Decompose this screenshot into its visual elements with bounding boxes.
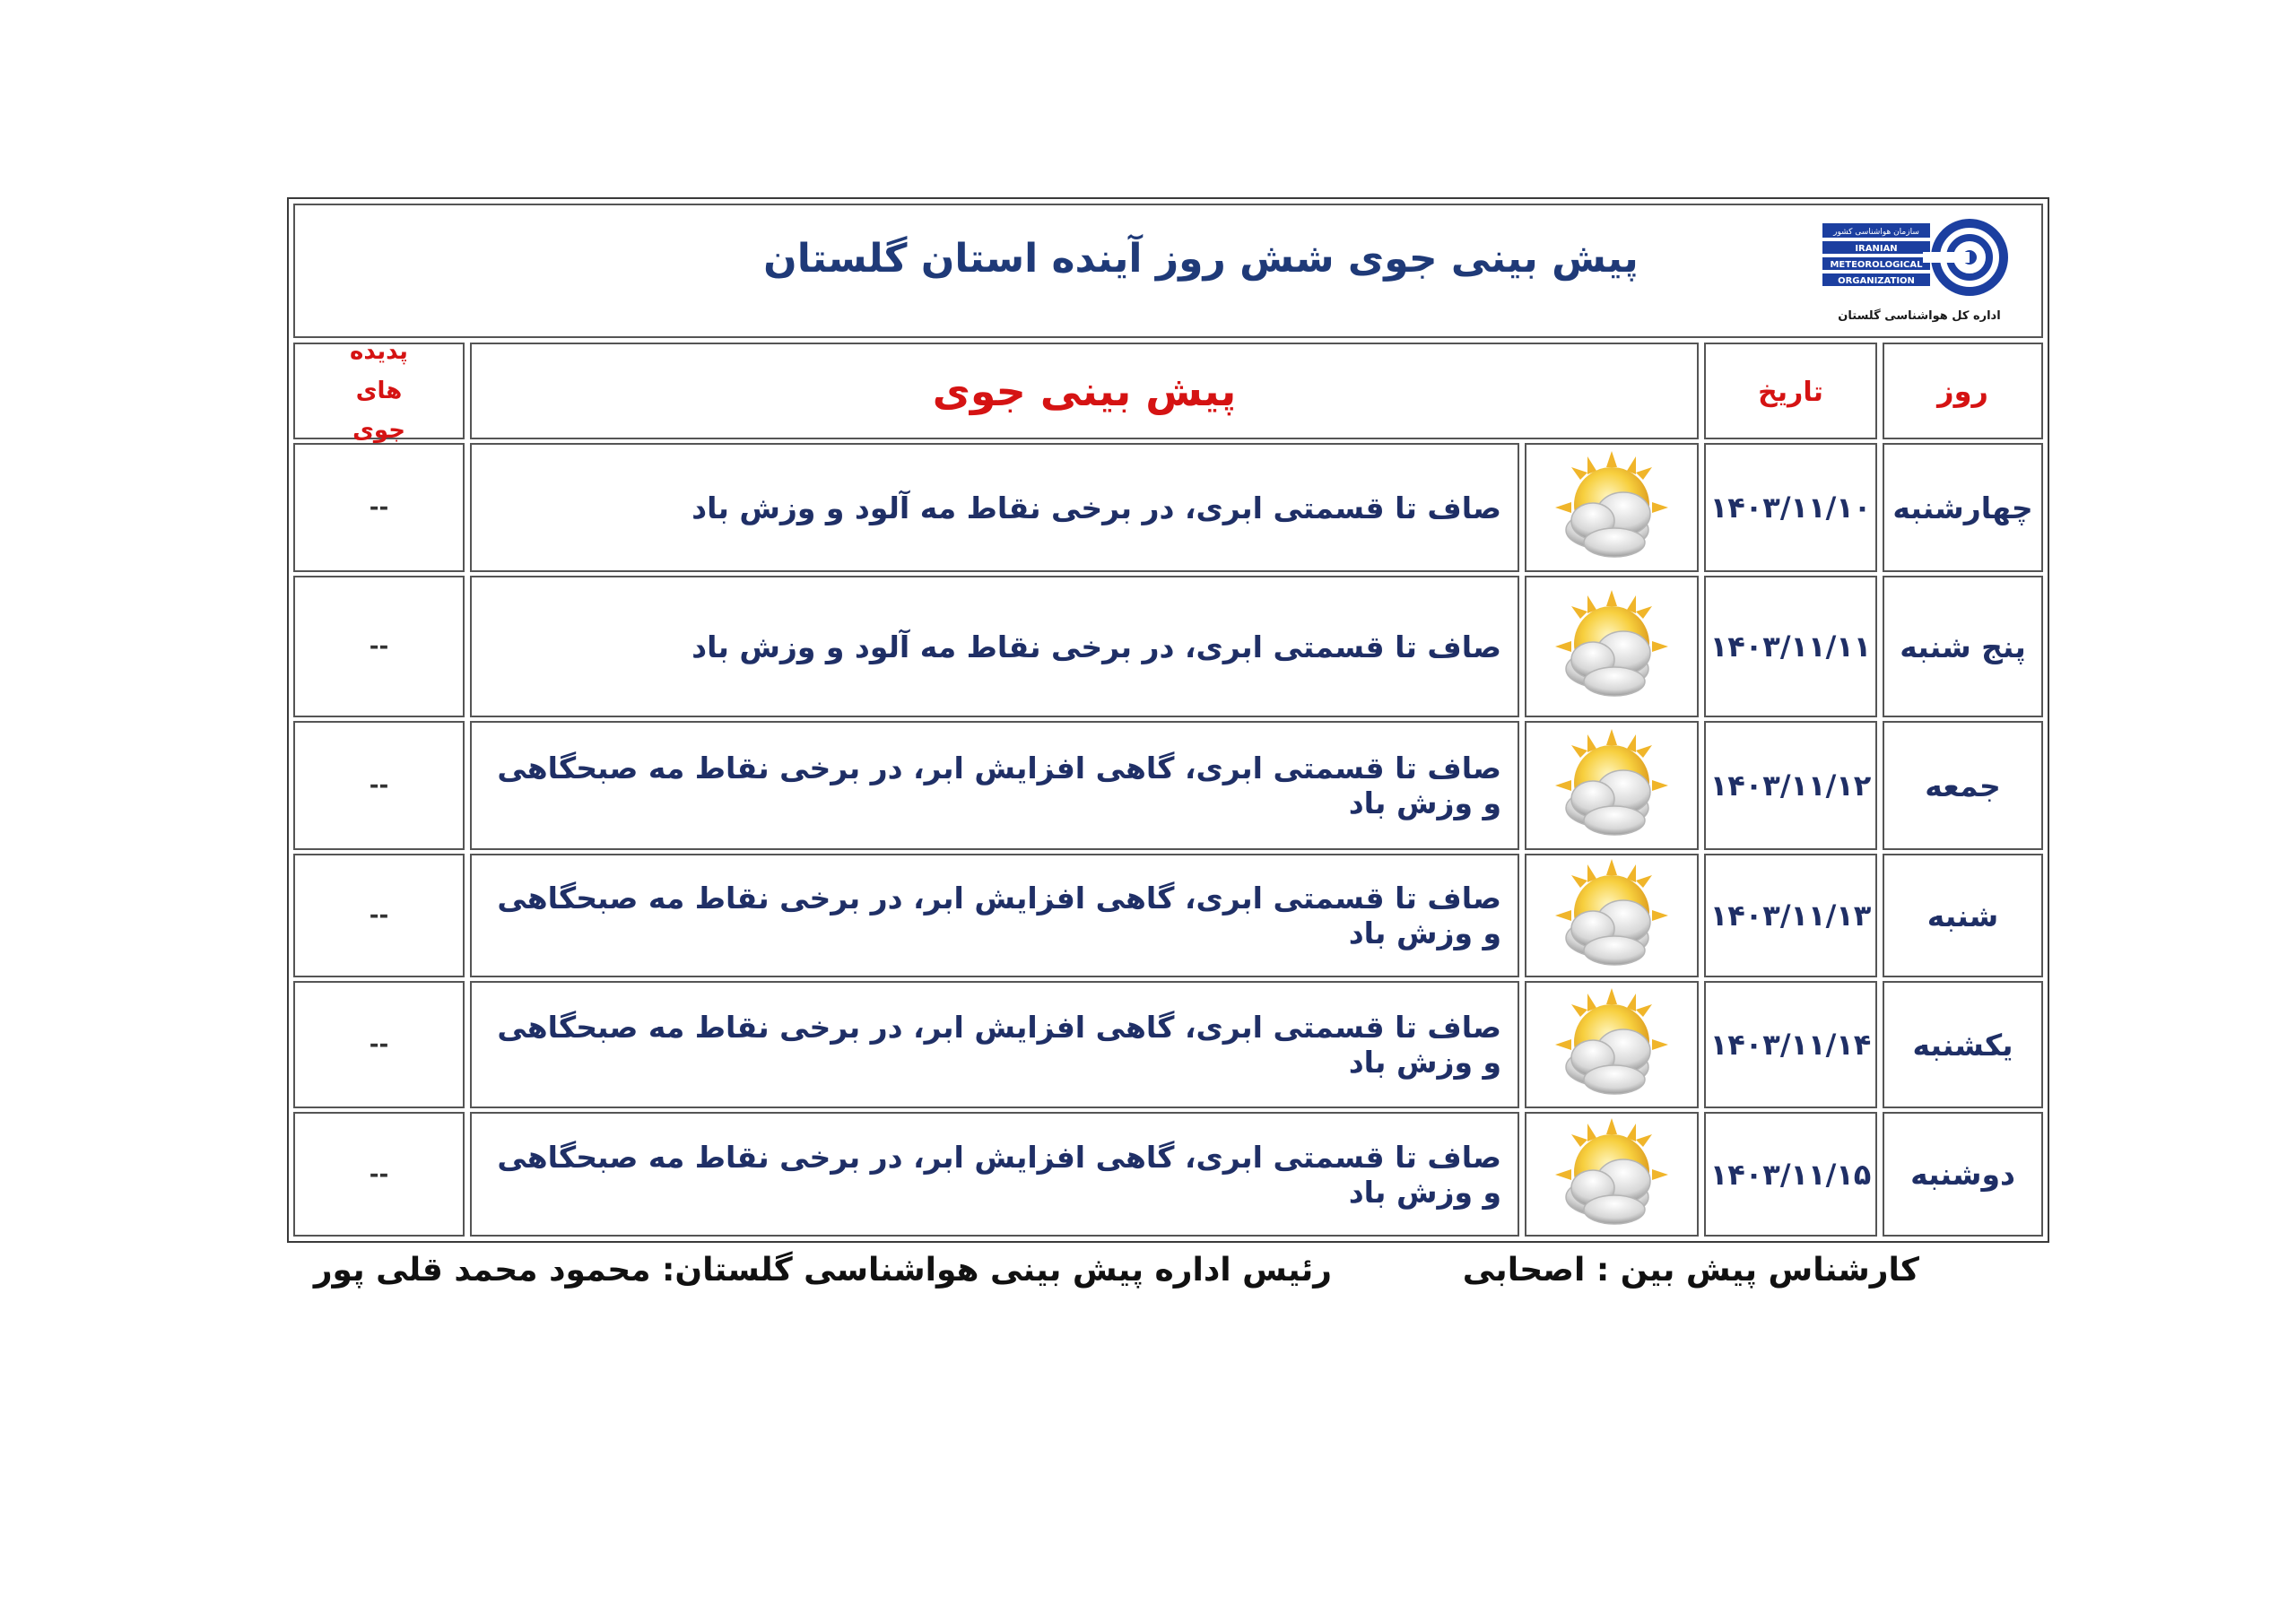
table-row-forecast: صاف تا قسمتی ابری، در برخی نقاط مه آلود و وزش باد — [470, 443, 1519, 572]
column-header-day: روز — [1883, 343, 2043, 439]
table-row-phenomena: -- — [293, 721, 465, 850]
svg-text:METEOROLOGICAL: METEOROLOGICAL — [1830, 260, 1923, 270]
head-of-forecast-signature: رئیس اداره پیش بینی هواشناسی گلستان: محمود محمد قلی پور — [313, 1252, 1332, 1289]
logo-emblem-icon — [1815, 216, 2023, 309]
partly-cloudy-icon — [1525, 443, 1699, 572]
table-row-date: ۱۴۰۳/۱۱/۱۰ — [1704, 443, 1877, 572]
table-header — [293, 204, 2043, 338]
table-row-day: شنبه — [1883, 854, 2043, 977]
column-header-phenomena: پدیده های جوی — [293, 343, 465, 439]
table-row-phenomena: -- — [293, 443, 465, 572]
table-row-forecast: صاف تا قسمتی ابری، در برخی نقاط مه آلود و وزش باد — [470, 576, 1519, 717]
table-row-forecast: صاف تا قسمتی ابری، گاهی افزایش ابر، در برخی نقاط مه صبحگاهی و وزش باد — [470, 981, 1519, 1108]
table-row-date: ۱۴۰۳/۱۱/۱۲ — [1704, 721, 1877, 850]
page-title: پیش بینی جوی شش روز آینده استان گلستان — [763, 236, 1639, 282]
logo-text: سازمان هواشناسی کشور — [1833, 228, 1919, 237]
partly-cloudy-icon — [1525, 1112, 1699, 1237]
partly-cloudy-icon — [1525, 854, 1699, 977]
column-header-forecast: پیش بینی جوی — [470, 343, 1699, 439]
partly-cloudy-icon — [1525, 981, 1699, 1108]
table-row-phenomena: -- — [293, 981, 465, 1108]
table-row-phenomena: -- — [293, 576, 465, 717]
table-row-day: یکشنبه — [1883, 981, 2043, 1108]
table-row-phenomena: -- — [293, 1112, 465, 1237]
table-row-day: جمعه — [1883, 721, 2043, 850]
table-row-forecast: صاف تا قسمتی ابری، گاهی افزایش ابر، در برخی نقاط مه صبحگاهی و وزش باد — [470, 1112, 1519, 1237]
table-row-day: چهارشنبه — [1883, 443, 2043, 572]
table-row-date: ۱۴۰۳/۱۱/۱۵ — [1704, 1112, 1877, 1237]
table-row-date: ۱۴۰۳/۱۱/۱۱ — [1704, 576, 1877, 717]
svg-text:IRANIAN: IRANIAN — [1855, 244, 1898, 254]
logo-caption: اداره کل هواشناسی گلستان — [1838, 309, 2001, 323]
table-row-forecast: صاف تا قسمتی ابری، گاهی افزایش ابر، در برخی نقاط مه صبحگاهی و وزش باد — [470, 721, 1519, 850]
svg-text:ORGANIZATION: ORGANIZATION — [1838, 276, 1915, 286]
table-row-date: ۱۴۰۳/۱۱/۱۳ — [1704, 854, 1877, 977]
table-row-date: ۱۴۰۳/۱۱/۱۴ — [1704, 981, 1877, 1108]
partly-cloudy-icon — [1525, 721, 1699, 850]
meteorological-organization-logo — [1815, 216, 2023, 329]
table-row-phenomena: -- — [293, 854, 465, 977]
partly-cloudy-icon — [1525, 576, 1699, 717]
forecaster-signature: کارشناس پیش بین : اصحابی — [1462, 1252, 1919, 1289]
table-row-day: دوشنبه — [1883, 1112, 2043, 1237]
table-row-forecast: صاف تا قسمتی ابری، گاهی افزایش ابر، در برخی نقاط مه صبحگاهی و وزش باد — [470, 854, 1519, 977]
column-header-date: تاریخ — [1704, 343, 1877, 439]
table-row-day: پنج شنبه — [1883, 576, 2043, 717]
